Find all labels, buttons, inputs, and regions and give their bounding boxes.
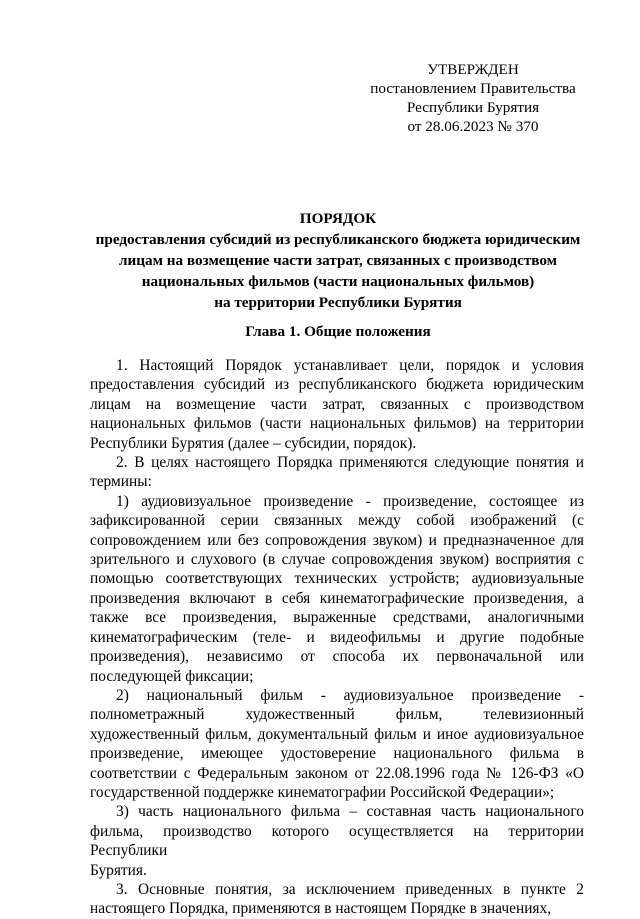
paragraph [90,880,584,919]
document-subtitle-line: лицам на возмещение части затрат, связанных с производством [118,252,558,269]
paragraph-line: зафиксированной серии связанных между собой изображений (с [90,512,584,530]
paragraph-line: государственной поддержке кинематографии Российской Федерации»; [90,783,555,801]
paragraph-line: термины: [90,473,152,491]
paragraph-line: 3) часть национального фильма – составная часть национального [116,803,584,821]
approval-block [360,60,586,136]
paragraph-line: Бурятия. [90,861,147,879]
paragraph-line: кинематографическим (теле- и видеофильмы и другие подобные [90,628,584,646]
paragraph-line: 2) национальный фильм - аудиовизуальное произведение - [116,686,584,704]
paragraph [90,802,584,880]
paragraph-line: полнометражный художественный фильм, телевизионный [90,706,584,724]
paragraph-line: сопровождением или без сопровождения звуком) и предназначенное для [90,531,584,549]
paragraph-line: последующей фиксации; [90,667,254,685]
approval-line-1: постановлением Правительства [370,80,576,97]
paragraph [90,686,584,802]
approval-line-3: от 28.06.2023 № 370 [407,118,539,135]
approval-line-2: Республики Бурятия [406,99,540,116]
paragraph-line: 3. Основные понятия, за исключением приведенных в пункте 2 [116,880,584,898]
paragraph-line: произведения включают в себя кинематографические произведения, а [90,589,584,607]
paragraph-line: произведения), независимо от способа их первоначальной или [90,648,584,666]
paragraph [90,453,584,492]
paragraph-line: предоставления субсидий из республиканского бюджета юридическим [90,376,584,394]
paragraph-line: 1. Настоящий Порядок устанавливает цели, порядок и условия [116,357,584,374]
document-heading [88,208,588,313]
paragraph [90,356,584,453]
paragraph-line: Республики Бурятия (далее – субсидии, порядок). [90,434,417,452]
paragraph-line: лицам на возмещение части затрат, связанных с производством [90,395,584,413]
paragraph-line: национальных фильмов (части национальных фильмов) на территории [90,415,584,433]
approval-title: УТВЕРЖДЕН [427,61,519,78]
paragraph-line: произведение, имеющее удостоверение национального фильма в [90,745,584,763]
paragraph-line: 1) аудиовизуальное произведение - произведение, состоящее из [116,492,584,510]
paragraph-line: настоящего Порядка, применяются в настоящем Порядке в значениях, [90,900,552,918]
chapter-heading: Глава 1. Общие положения [245,323,431,340]
paragraph-line: также все произведения, выраженные средствами, аналогичными [90,609,584,627]
paragraph [90,492,584,686]
document-subtitle-line: предоставления субсидий из республиканского бюджета юридическим [95,231,581,248]
paragraph-line: 2. В целях настоящего Порядка применяются следующие понятия и [116,454,584,472]
paragraph-line: зрительного и слухового (в случае сопровождения звуком) восприятия с [90,551,584,569]
paragraph-line: художественный фильм, документальный фильм и иное аудиовизуальное [90,725,584,743]
paragraph-line: фильма, производство которого осуществляется на территории Республики [90,822,584,860]
document-title: ПОРЯДОК [299,210,377,227]
paragraph-line: помощью соответствующих технических устройств; аудиовизуальные [90,570,584,588]
document-body [90,356,584,919]
document-subtitle-line: национальных фильмов (части национальных фильмов) [141,273,535,290]
paragraph-line: соответствии с Федеральным законом от 22.08.1996 года № 126-ФЗ «О [90,764,584,782]
document-subtitle-line: на территории Республики Бурятия [214,294,462,311]
